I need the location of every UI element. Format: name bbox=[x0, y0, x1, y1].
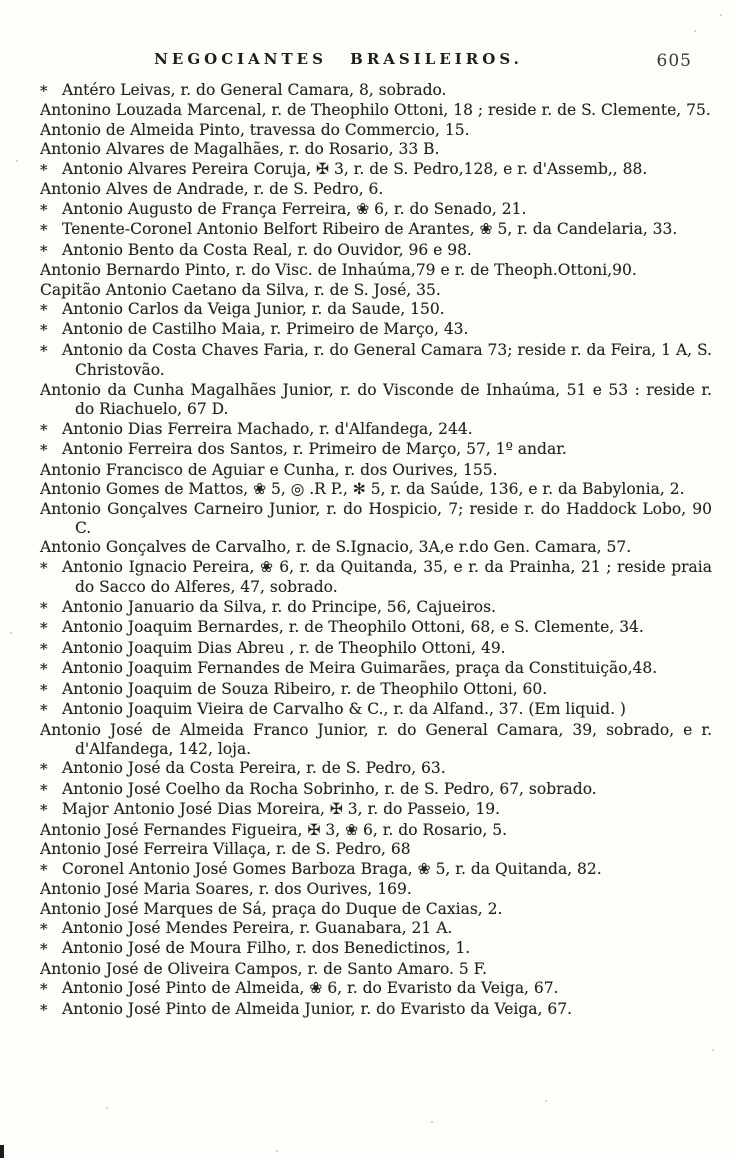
entry-text: Antonio Joaquim Dias Abreu , r. de Theophilo Ottoni, 49. bbox=[62, 638, 506, 657]
directory-entry bbox=[40, 200, 712, 220]
directory-entry bbox=[40, 979, 712, 999]
directory-entry bbox=[40, 840, 712, 859]
paper-speck bbox=[16, 160, 18, 162]
entry-text: Antonio Joaquim Vieira de Carvalho & C., r. da Alfand., 37. (Em liquid. ) bbox=[62, 700, 626, 719]
directory-entry bbox=[40, 700, 712, 720]
directory-entry bbox=[40, 919, 712, 939]
entry-text: Antéro Leivas, r. do General Camara, 8, sobrado. bbox=[62, 81, 447, 99]
entry-text: Antonio de Almeida Pinto, travessa do Commercio, 15. bbox=[40, 120, 470, 139]
entry-text: Antonio Joaquim Fernandes de Meira Guimarães, praça da Constituição,48. bbox=[62, 659, 658, 678]
entry-text: Antonio Alves de Andrade, r. de S. Pedro, 6. bbox=[40, 180, 384, 199]
paper-speck bbox=[712, 1049, 714, 1051]
directory-entry bbox=[40, 900, 712, 919]
entry-text: Antonio Alvares de Magalhães, r. do Rosario, 33 B. bbox=[40, 140, 440, 159]
entry-text: Antonio José Marques de Sá, praça do Duque de Caxias, 2. bbox=[40, 899, 503, 918]
paper-speck bbox=[694, 30, 696, 32]
entry-text: Coronel Antonio José Gomes Barboza Braga, ❀ 5, r. da Quitanda, 82. bbox=[62, 859, 602, 878]
entry-star-marker: * bbox=[40, 619, 48, 638]
entry-star-marker: * bbox=[40, 680, 48, 699]
directory-entry bbox=[40, 659, 712, 679]
paper-speck bbox=[431, 1121, 433, 1123]
entry-star-marker: * bbox=[40, 558, 48, 577]
directory-entry bbox=[40, 558, 712, 598]
entry-text: Antonio da Costa Chaves Faria, r. do General Camara 73; reside r. da Feira, 1 A, S. Christovão. bbox=[62, 340, 712, 380]
entry-text: Antonio da Cunha Magalhães Junior, r. do Visconde de Inhaúma, 51 e 53 : reside r. do Riachuelo, 67 D. bbox=[40, 380, 712, 419]
directory-entry bbox=[40, 381, 712, 420]
directory-entry bbox=[40, 220, 712, 240]
entry-star-marker: * bbox=[40, 321, 48, 340]
directory-entry bbox=[40, 500, 712, 539]
directory-entry bbox=[40, 780, 712, 800]
directory-entry bbox=[40, 341, 712, 381]
entry-text: Antonio José Ferreira Villaça, r. de S. Pedro, 68 bbox=[40, 840, 411, 859]
page-header-row bbox=[0, 50, 736, 76]
entry-text: Antonio Joaquim de Souza Ribeiro, r. de Theophilo Ottoni, 60. bbox=[62, 679, 548, 698]
directory-entry bbox=[40, 880, 712, 899]
entry-text: Antonio José de Moura Filho, r. dos Benedictinos, 1. bbox=[62, 939, 471, 958]
entry-text: Antonio José de Almeida Franco Junior, r. do General Camara, 39, sobrado, e r. d'Alfandega, 142, loja. bbox=[40, 720, 712, 758]
entry-text: Antonio José da Costa Pereira, r. de S. Pedro, 63. bbox=[62, 759, 446, 778]
directory-entry bbox=[40, 480, 712, 499]
entry-text: Antonio José Maria Soares, r. dos Ourives, 169. bbox=[40, 880, 412, 899]
entry-star-marker: * bbox=[40, 860, 48, 879]
directory-entry bbox=[40, 160, 712, 180]
entry-text: Antonio José Mendes Pereira, r. Guanabara, 21 A. bbox=[62, 919, 453, 938]
directory-entry bbox=[40, 821, 712, 840]
entry-text: Antonio Gonçalves Carneiro Junior, r. do Hospicio, 7; reside r. do Haddock Lobo, 90 C. bbox=[40, 499, 712, 537]
directory-entry bbox=[40, 241, 712, 261]
entry-text: Antonio José de Oliveira Campos, r. de Santo Amaro. 5 F. bbox=[40, 959, 487, 978]
directory-entry bbox=[40, 1000, 712, 1020]
directory-entry bbox=[40, 180, 712, 199]
entry-text: Tenente-Coronel Antonio Belfort Ribeiro de Arantes, ❀ 5, r. da Candelaria, 33. bbox=[62, 220, 678, 239]
directory-entry bbox=[40, 721, 712, 760]
entry-text: Antonio Gonçalves de Carvalho, r. de S.Ignacio, 3A,e r.do Gen. Camara, 57. bbox=[40, 538, 632, 557]
entry-text: Antonio José Pinto de Almeida Junior, r. do Evaristo da Veiga, 67. bbox=[62, 999, 573, 1018]
entry-star-marker: * bbox=[40, 920, 48, 939]
entry-text: Antonio Dias Ferreira Machado, r. d'Alfandega, 244. bbox=[62, 419, 473, 438]
page-title: NEGOCIANTES BRASILEIROS. bbox=[154, 50, 523, 68]
entry-star-marker: * bbox=[40, 660, 48, 679]
directory-entry bbox=[40, 759, 712, 779]
entry-text: Antonio José Fernandes Figueira, ✠ 3, ❀ 6, r. do Rosario, 5. bbox=[40, 820, 507, 839]
entry-list bbox=[40, 81, 712, 1020]
entry-star-marker: * bbox=[40, 300, 48, 319]
entry-text: Antonio Joaquim Bernardes, r. de Theophilo Ottoni, 68, e S. Clemente, 34. bbox=[62, 618, 644, 637]
entry-star-marker: * bbox=[40, 241, 48, 260]
directory-entry bbox=[40, 538, 712, 557]
page-number: 605 bbox=[656, 51, 692, 71]
entry-text: Antonio Augusto de França Ferreira, ❀ 6, r. do Senado, 21. bbox=[62, 199, 527, 218]
entry-text: Antonio Ignacio Pereira, ❀ 6, r. da Quitanda, 35, e r. da Prainha, 21 ; reside praia do Sacco do Alferes, 47, sobrado. bbox=[62, 557, 712, 597]
entry-star-marker: * bbox=[40, 598, 48, 617]
directory-entry bbox=[40, 939, 712, 959]
directory-entry bbox=[40, 639, 712, 659]
entry-text: Antonio Bernardo Pinto, r. do Visc. de Inhaúma,79 e r. de Theoph.Ottoni,90. bbox=[40, 261, 637, 280]
directory-entry bbox=[40, 461, 712, 480]
directory-entry bbox=[40, 81, 712, 101]
paper-speck bbox=[10, 632, 12, 634]
directory-entry bbox=[40, 618, 712, 638]
entry-star-marker: * bbox=[40, 980, 48, 999]
entry-text: Antonio de Castilho Maia, r. Primeiro de Março, 43. bbox=[62, 320, 469, 339]
directory-entry bbox=[40, 121, 712, 140]
entry-text: Antonio Carlos da Veiga Junior, r. da Saude, 150. bbox=[62, 299, 445, 318]
entry-star-marker: * bbox=[40, 940, 48, 959]
paper-speck bbox=[545, 1100, 547, 1102]
paper-speck bbox=[106, 1107, 108, 1109]
directory-entry bbox=[40, 800, 712, 820]
entry-star-marker: * bbox=[40, 221, 48, 240]
directory-entry bbox=[40, 860, 712, 880]
entry-star-marker: * bbox=[40, 420, 48, 439]
entry-star-marker: * bbox=[40, 639, 48, 658]
directory-entry bbox=[40, 598, 712, 618]
entry-text: Antonio Francisco de Aguiar e Cunha, r. dos Ourives, 155. bbox=[40, 460, 498, 479]
entry-text: Major Antonio José Dias Moreira, ✠ 3, r. do Passeio, 19. bbox=[62, 800, 501, 819]
entry-star-marker: * bbox=[40, 780, 48, 799]
directory-entry bbox=[40, 680, 712, 700]
entry-star-marker: * bbox=[40, 160, 48, 179]
paper-speck bbox=[276, 1150, 278, 1152]
directory-entry bbox=[40, 960, 712, 979]
directory-entry bbox=[40, 101, 712, 120]
entry-star-marker: * bbox=[40, 341, 48, 360]
directory-entry bbox=[40, 420, 712, 440]
directory-entry bbox=[40, 300, 712, 320]
entry-text: Antonio Gomes de Mattos, ❀ 5, ◎ .R P., ✻ 5, r. da Saúde, 136, e r. da Babylonia, 2. bbox=[40, 480, 685, 499]
entry-text: Antonio Ferreira dos Santos, r. Primeiro de Março, 57, 1º andar. bbox=[62, 440, 567, 459]
entry-text: Capitão Antonio Caetano da Silva, r. de S. José, 35. bbox=[40, 280, 441, 299]
directory-entry bbox=[40, 440, 712, 460]
entry-text: Antonio José Pinto de Almeida, ❀ 6, r. do Evaristo da Veiga, 67. bbox=[62, 979, 559, 998]
paper-speck bbox=[720, 14, 722, 16]
entry-star-marker: * bbox=[40, 441, 48, 460]
entry-text: Antonio Januario da Silva, r. do Principe, 56, Cajueiros. bbox=[62, 597, 497, 616]
directory-entry bbox=[40, 140, 712, 159]
entry-star-marker: * bbox=[40, 801, 48, 820]
directory-entry bbox=[40, 261, 712, 280]
scan-edge-mark bbox=[0, 1145, 4, 1158]
entry-text: Antonio José Coelho da Rocha Sobrinho, r. de S. Pedro, 67, sobrado. bbox=[62, 779, 597, 798]
entry-star-marker: * bbox=[40, 1000, 48, 1019]
entry-star-marker: * bbox=[40, 200, 48, 219]
entry-text: Antonino Louzada Marcenal, r. de Theophilo Ottoni, 18 ; reside r. de S. Clemente, 75. bbox=[40, 101, 711, 120]
entry-star-marker: * bbox=[40, 82, 48, 100]
entry-star-marker: * bbox=[40, 701, 48, 720]
entry-text: Antonio Alvares Pereira Coruja, ✠ 3, r. de S. Pedro,128, e r. d'Assemb,, 88. bbox=[62, 159, 648, 178]
entry-star-marker: * bbox=[40, 760, 48, 779]
directory-entry bbox=[40, 320, 712, 340]
entry-text: Antonio Bento da Costa Real, r. do Ouvidor, 96 e 98. bbox=[62, 240, 472, 259]
directory-entry bbox=[40, 281, 712, 300]
